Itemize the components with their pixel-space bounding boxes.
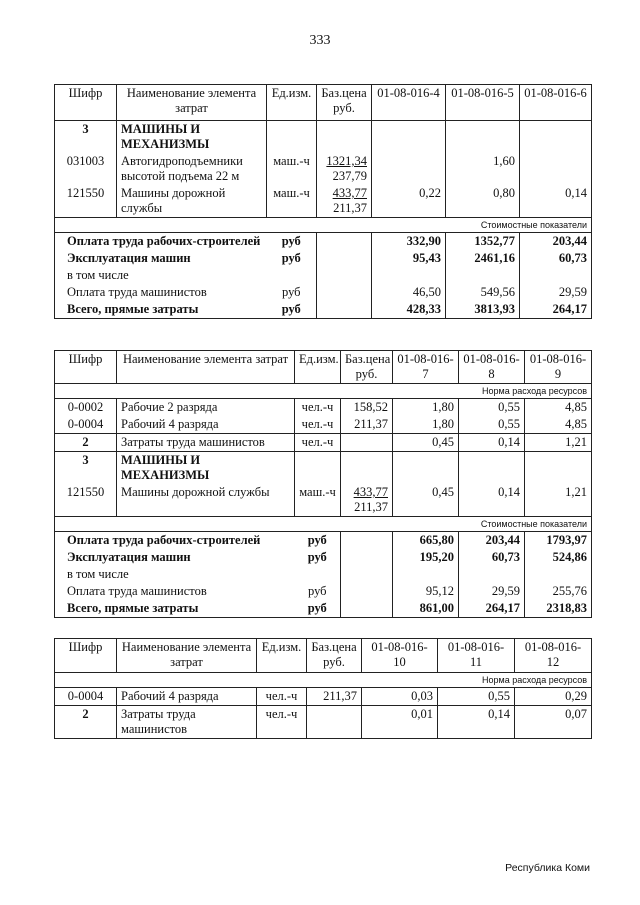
cost-row <box>55 583 592 600</box>
total-value-1: 428,33 <box>372 301 446 319</box>
section-row <box>55 452 592 485</box>
row-price-secondary: 237,79 <box>332 169 367 183</box>
cost-value-3: 255,76 <box>525 583 592 600</box>
row-price: 433,77 <box>353 485 388 499</box>
row-value-3: 0,14 <box>520 185 592 218</box>
header-col-3: 01-08-016- 9 <box>525 351 592 384</box>
row-value-2: 0,55 <box>459 399 525 417</box>
subheader-label: Стоимостные показатели <box>55 218 592 233</box>
row-name: Затраты труда машинистов <box>117 434 295 452</box>
header-unit: Ед.изм. <box>257 639 307 673</box>
table-row <box>55 399 592 417</box>
cost-name: в том числе <box>55 566 295 583</box>
cost-name: Оплата труда рабочих-строителей <box>55 233 267 251</box>
cost-row <box>55 250 592 267</box>
row-name: Рабочие 2 разряда <box>117 399 295 417</box>
header-code: Шифр <box>55 351 117 384</box>
header-col-3: 01-08-016-12 <box>515 639 592 673</box>
cost-value-2: 2461,16 <box>446 250 520 267</box>
row-code: 031003 <box>55 153 117 185</box>
cost-name: Эксплуатация машин <box>55 549 295 566</box>
row-price: 211,37 <box>341 416 393 434</box>
table-row <box>55 416 592 434</box>
page-number: 333 <box>309 33 331 48</box>
row-value-3 <box>520 153 592 185</box>
row-value-3: 1,21 <box>525 484 592 517</box>
table-header-row <box>55 351 592 384</box>
cost-name: Эксплуатация машин <box>55 250 267 267</box>
cost-value-1: 95,12 <box>393 583 459 600</box>
section-code: 3 <box>55 121 117 154</box>
header-col-1: 01-08-016- 7 <box>393 351 459 384</box>
total-value-2: 3813,93 <box>446 301 520 319</box>
row-price <box>341 434 393 452</box>
header-col-1: 01-08-016-10 <box>362 639 438 673</box>
row-name: Машины дорожной службы <box>117 185 267 218</box>
subheader-row <box>55 384 592 399</box>
cost-row <box>55 267 592 284</box>
header-name: Наименование элемента затрат <box>117 639 257 673</box>
row-price: 158,52 <box>341 399 393 417</box>
table-row <box>55 688 592 706</box>
subheader-label: Норма расхода ресурсов <box>55 384 592 399</box>
header-col-1: 01-08-016-4 <box>372 85 446 121</box>
row-value-1: 0,45 <box>393 484 459 517</box>
total-unit: руб <box>295 600 341 618</box>
table-row <box>55 706 592 739</box>
header-price: Баз.цена руб. <box>307 639 362 673</box>
subheader-row <box>55 517 592 532</box>
cost-value-1: 195,20 <box>393 549 459 566</box>
row-unit: чел.-ч <box>295 434 341 452</box>
section-name: МАШИНЫ И МЕХАНИЗМЫ <box>117 121 267 154</box>
cost-value-2: 203,44 <box>459 532 525 550</box>
header-col-3: 01-08-016-6 <box>520 85 592 121</box>
cost-row <box>55 284 592 301</box>
row-value-2: 0,14 <box>459 484 525 517</box>
cost-row <box>55 549 592 566</box>
row-unit: чел.-ч <box>295 416 341 434</box>
header-code: Шифр <box>55 639 117 673</box>
header-price: Баз.цена руб. <box>317 85 372 121</box>
subheader-row <box>55 218 592 233</box>
cost-row <box>55 532 592 550</box>
row-code: 121550 <box>55 185 117 218</box>
subheader-row <box>55 673 592 688</box>
section-row <box>55 121 592 154</box>
row-code: 0-0004 <box>55 416 117 434</box>
resource-table-1 <box>54 84 592 319</box>
row-unit: чел.-ч <box>257 688 307 706</box>
cost-value-1: 332,90 <box>372 233 446 251</box>
cost-value-3: 524,86 <box>525 549 592 566</box>
header-name: Наименование элемента затрат <box>117 85 267 121</box>
subheader-label: Норма расхода ресурсов <box>55 673 592 688</box>
row-name: Машины дорожной службы <box>117 484 295 517</box>
table-row <box>55 185 592 218</box>
total-value-3: 264,17 <box>520 301 592 319</box>
cost-unit: руб <box>267 233 317 251</box>
row-price: 211,37 <box>307 688 362 706</box>
cost-unit: руб <box>295 532 341 550</box>
row-value-1: 0,03 <box>362 688 438 706</box>
header-name: Наименование элемента затрат <box>117 351 295 384</box>
cost-unit: руб <box>295 549 341 566</box>
row-name: Затраты труда машинистов <box>117 706 257 739</box>
total-unit: руб <box>267 301 317 319</box>
total-value-2: 264,17 <box>459 600 525 618</box>
row-unit: маш.-ч <box>267 185 317 218</box>
cost-value-2: 549,56 <box>446 284 520 301</box>
row-price <box>307 706 362 739</box>
row-value-1: 1,80 <box>393 399 459 417</box>
row-unit: маш.-ч <box>267 153 317 185</box>
cost-unit: руб <box>267 284 317 301</box>
table-row <box>55 484 592 517</box>
row-value-1: 0,45 <box>393 434 459 452</box>
header-unit: Ед.изм. <box>295 351 341 384</box>
cost-value-2: 60,73 <box>459 549 525 566</box>
header-code: Шифр <box>55 85 117 121</box>
row-name: Рабочий 4 разряда <box>117 688 257 706</box>
row-unit: чел.-ч <box>295 399 341 417</box>
row-value-2: 0,55 <box>459 416 525 434</box>
row-value-2: 0,55 <box>438 688 515 706</box>
row-value-1: 0,01 <box>362 706 438 739</box>
cost-row <box>55 233 592 251</box>
row-code: 2 <box>55 706 117 739</box>
row-value-3: 0,07 <box>515 706 592 739</box>
row-name: Рабочий 4 разряда <box>117 416 295 434</box>
cost-value-3: 1793,97 <box>525 532 592 550</box>
row-price-secondary: 211,37 <box>333 201 367 215</box>
cost-value-1: 46,50 <box>372 284 446 301</box>
row-value-2: 0,14 <box>459 434 525 452</box>
row-price-secondary: 211,37 <box>354 500 388 514</box>
resource-table-2 <box>54 350 592 618</box>
row-value-3: 1,21 <box>525 434 592 452</box>
table-row <box>55 153 592 185</box>
cost-value-1: 665,80 <box>393 532 459 550</box>
cost-name: в том числе <box>55 267 267 284</box>
cost-name: Оплата труда машинистов <box>55 284 267 301</box>
section-name: МАШИНЫ И МЕХАНИЗМЫ <box>117 452 295 485</box>
total-value-3: 2318,83 <box>525 600 592 618</box>
row-code: 0-0002 <box>55 399 117 417</box>
row-price: 1321,34 <box>326 154 367 168</box>
row-price: 433,77 <box>332 186 367 200</box>
header-price: Баз.цена руб. <box>341 351 393 384</box>
total-row <box>55 600 592 618</box>
cost-row <box>55 566 592 583</box>
header-col-2: 01-08-016-11 <box>438 639 515 673</box>
total-row <box>55 301 592 319</box>
cost-name: Оплата труда машинистов <box>55 583 295 600</box>
table-row <box>55 434 592 452</box>
section-code: 3 <box>55 452 117 485</box>
row-value-1: 1,80 <box>393 416 459 434</box>
row-value-2: 1,60 <box>446 153 520 185</box>
header-col-2: 01-08-016- 8 <box>459 351 525 384</box>
row-value-2: 0,14 <box>438 706 515 739</box>
cost-value-2: 29,59 <box>459 583 525 600</box>
cost-value-3: 60,73 <box>520 250 592 267</box>
footer-region: Республика Коми <box>505 862 590 874</box>
table-header-row <box>55 639 592 673</box>
row-value-2: 0,80 <box>446 185 520 218</box>
cost-value-3: 29,59 <box>520 284 592 301</box>
total-value-1: 861,00 <box>393 600 459 618</box>
row-code: 121550 <box>55 484 117 517</box>
row-value-3: 4,85 <box>525 399 592 417</box>
header-unit: Ед.изм. <box>267 85 317 121</box>
cost-unit: руб <box>267 250 317 267</box>
cost-unit: руб <box>295 583 341 600</box>
row-value-1 <box>372 153 446 185</box>
row-value-3: 4,85 <box>525 416 592 434</box>
cost-value-3: 203,44 <box>520 233 592 251</box>
row-value-3: 0,29 <box>515 688 592 706</box>
subheader-label: Стоимостные показатели <box>55 517 592 532</box>
cost-name: Оплата труда рабочих-строителей <box>55 532 295 550</box>
row-value-1: 0,22 <box>372 185 446 218</box>
resource-table-3 <box>54 638 592 739</box>
total-name: Всего, прямые затраты <box>55 301 267 319</box>
cost-value-2: 1352,77 <box>446 233 520 251</box>
row-unit: чел.-ч <box>257 706 307 739</box>
table-header-row <box>55 85 592 121</box>
cost-value-1: 95,43 <box>372 250 446 267</box>
row-code: 0-0004 <box>55 688 117 706</box>
row-name: Автогидроподъемники высотой подъема 22 м <box>117 153 267 185</box>
row-unit: маш.-ч <box>295 484 341 517</box>
row-code: 2 <box>55 434 117 452</box>
total-name: Всего, прямые затраты <box>55 600 295 618</box>
header-col-2: 01-08-016-5 <box>446 85 520 121</box>
